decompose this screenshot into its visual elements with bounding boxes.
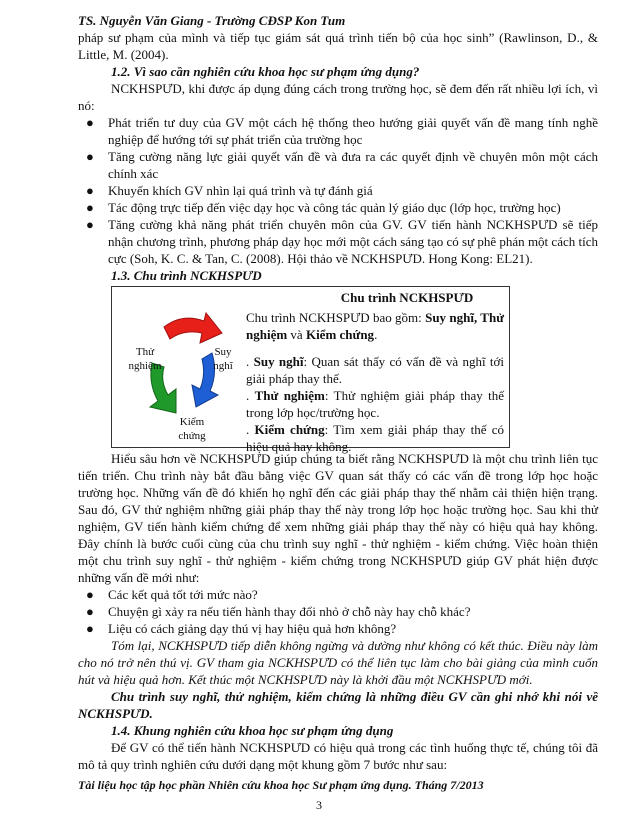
list-item: ● Tác động trực tiếp đến việc dạy học và công tác quản lý giáo dục (lớp học, trường học) [86, 200, 561, 215]
bullet-icon: ● [86, 587, 94, 602]
bullet-icon: ● [86, 217, 94, 232]
page-header: TS. Nguyễn Văn Giang - Trường CĐSP Kon Tum [78, 13, 346, 28]
label-kiem-chung: Kiểm chứng [178, 416, 206, 442]
section-1-4-heading: 1.4. Khung nghiên cứu khoa học sư phạm ứng dụng [111, 723, 394, 738]
label-suy-nghi: Suy nghĩ [213, 346, 233, 372]
intro-paragraph: pháp sư phạm của mình và tiếp tục giám sát quá trình tiến bộ của học sinh” (Rawlinson, D., & Little, M. (2004). [78, 30, 598, 62]
list-item: ● Tăng cường khả năng phát triển chuyên môn của GV. GV tiến hành NCKHSPƯD sẽ tiếp nhận chương trình, phương pháp dạy học mới một cách sáng tạo có sự phê phán một cách tích cực (Soh, K. C. & Tan, C. (2008). Hội thảo về NCKHSPƯD. Hong Kong: EL21). [86, 217, 598, 266]
bullet-icon: ● [86, 183, 94, 198]
bullet-icon: ● [86, 604, 94, 619]
bullet-icon: ● [86, 149, 94, 164]
section-1-2-heading: 1.2. Vì sao cần nghiên cứu khoa học sư phạm ứng dụng? [111, 64, 420, 79]
benefits-list [78, 114, 598, 267]
bullet-icon: ● [86, 200, 94, 215]
bullet-icon: ● [86, 621, 94, 636]
list-item: ● Tăng cường năng lực giải quyết vấn đề và đưa ra các quyết định về chuyên môn một cách chính xác [86, 149, 598, 181]
label-thu-nghiem: Thử nghiệm [128, 346, 162, 372]
figure-intro: Chu trình NCKHSPƯD bao gồm: Suy nghĩ, Thử nghiệm và Kiểm chứng. [246, 310, 504, 342]
page-content [78, 29, 598, 773]
list-item: ● Chuyện gì xảy ra nếu tiến hành thay đổi nhỏ ở chỗ này hay chỗ khác? [86, 604, 471, 619]
cycle-figure [111, 286, 510, 454]
figure-title: Chu trình NCKHSPƯD [340, 290, 474, 305]
list-item: ● Các kết quả tốt tới mức nào? [86, 587, 258, 602]
figure-item-try: . Thử nghiệm: Thử nghiệm giải pháp thay thế trong lớp học/trường học. [246, 388, 504, 420]
figure-item-think: . Suy nghĩ: Quan sát thấy có vấn đề và nghĩ tới giải pháp thay thế. [246, 354, 505, 386]
section-1-2-paragraph: NCKHSPƯD, khi được áp dụng đúng cách trong trường học, sẽ đem đến rất nhiều lợi ích, vì nó: [78, 81, 598, 113]
list-item: ● Liệu có cách giảng dạy thú vị hay hiệu quả hơn không? [86, 621, 397, 636]
page-number: 3 [316, 798, 322, 812]
section-1-4-paragraph: Để GV có thể tiến hành NCKHSPƯD có hiệu quả trong các tình huống thực tế, chúng tôi đã mô tả quy trình nghiên cứu dưới dạng một khung gồm 7 bước như sau: [78, 740, 598, 772]
section-1-3-paragraph: Hiểu sâu hơn về NCKHSPƯD giúp chúng ta biết rằng NCKHSPƯD là một chu trình liên tục tiến triển. Chu trình này bắt đầu bằng việc GV quan sát thấy có các vấn đề trong lớp học hoặc trường học. Những vấn đề đó khiến họ nghĩ đến các giải pháp thay thế nhằm cải thiện hiện trạng. Sau đó, GV thử nghiệm những giải pháp thay thế này trong lớp học hoặc trường học. Sau khi thử nghiệm, GV tiến hành kiểm chứng để xem những giải pháp thay thế này có hiệu quả hay không. Đây chính là bước cuối cùng của chu trình suy nghĩ - thử nghiệm - kiểm chứng. Việc hoàn thiện một chu trình suy nghĩ - thử nghiệm - kiểm chứng trong NCKHSPƯD giúp GV phát hiện được những vấn đề mới như: [78, 451, 598, 585]
bullet-icon: ● [86, 115, 94, 130]
figure-item-verify: . Kiểm chứng: Tìm xem giải pháp thay thế có hiệu quả hay không. [246, 422, 504, 454]
list-item: ● Phát triển tư duy của GV một cách hệ thống theo hướng giải quyết vấn đề mang tính nghề nghiệp để hướng tới sự phát triển của trường học [86, 115, 598, 147]
conclusion-paragraph: Chu trình suy nghĩ, thử nghiệm, kiểm chứng là những điều GV cần ghi nhớ khi nói về NCKHSPƯD. [78, 689, 598, 721]
list-item: ● Khuyến khích GV nhìn lại quá trình và tự đánh giá [86, 183, 373, 198]
page-footer: Tài liệu học tập học phần Nhiên cứu khoa học Sư phạm ứng dụng. Tháng 7/2013 [78, 778, 484, 792]
red-arrow [164, 313, 222, 343]
summary-paragraph: Tóm lại, NCKHSPƯD tiếp diễn không ngừng và dường như không có kết thúc. Điều này làm cho nó trở nên thú vị. GV tham gia NCKHSPƯD có thể liên tục làm cho bài giảng của mình cuốn hút và hiệu quả hơn. Kết thúc một NCKHSPƯD này là khởi đầu một NCKHSPƯD mới. [78, 638, 598, 687]
section-1-3-heading: 1.3. Chu trình NCKHSPƯD [111, 268, 262, 283]
questions-list [78, 586, 598, 637]
